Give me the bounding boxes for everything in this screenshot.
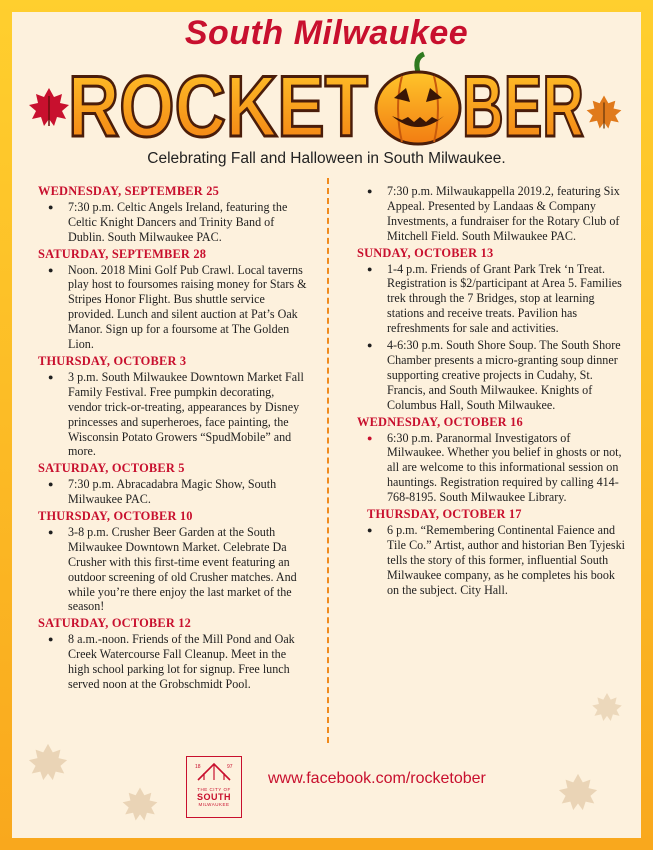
logo-line2: SOUTH [197, 792, 231, 802]
event-text: 7:30 p.m. Abracadabra Magic Show, South Milwaukee PAC. [68, 477, 277, 507]
event-entry [38, 525, 308, 614]
day-section [38, 616, 308, 692]
event-entry [357, 184, 627, 244]
bullet-icon: ● [367, 524, 373, 535]
event-entry [38, 477, 308, 507]
day-heading: SUNDAY, OCTOBER 13 [357, 245, 494, 260]
facebook-link[interactable]: www.facebook.com/rocketober [268, 770, 486, 787]
column-divider [327, 178, 329, 743]
day-section [357, 184, 627, 244]
event-entry [38, 370, 308, 459]
event-text: Noon. 2018 Mini Golf Pub Crawl. Local taverns play host to foursomes raising money for Stars & Stripes Honor Flight. Bus shuttle service provided. Lunch and silent auction at Pat’s Oak Manor. Sign up for a foursome at The Golden Lion. [68, 262, 307, 352]
tagline: Celebrating Fall and Halloween in South Milwaukee. [147, 150, 506, 167]
day-heading: WEDNESDAY, SEPTEMBER 25 [38, 184, 219, 198]
event-text: 8 a.m.-noon. Friends of the Mill Pond and Oak Creek Watercourse Fall Cleanup. Meet in the high school parking lot for signup. Free lunch served noon at the Grobschmidt Pool. [68, 632, 295, 691]
event-text: 6:30 p.m. Paranormal Investigators of Milwaukee. Whether you belief in ghosts or not, all are welcome to this informational session on hauntings. Registration required by calling 414-768-8195. South Milwaukee Library. [387, 430, 622, 505]
day-section [38, 184, 308, 245]
bridge-icon [194, 760, 234, 782]
rocketober-wordmark [66, 56, 586, 155]
autumn-leaf-icon [26, 84, 72, 130]
logo-line1: THE CITY OF [197, 787, 231, 792]
day-heading: WEDNESDAY, OCTOBER 16 [357, 414, 523, 429]
event-entry [38, 263, 308, 352]
bullet-icon: ● [367, 263, 373, 274]
day-section [38, 354, 308, 459]
bullet-icon: ● [48, 201, 54, 212]
bullet-icon: ● [367, 340, 373, 351]
event-entry [38, 632, 308, 692]
bullet-icon: ● [48, 479, 54, 490]
event-entry [357, 338, 627, 413]
city-logo [186, 756, 242, 818]
event-entry [357, 523, 627, 598]
bullet-icon: ● [48, 371, 54, 382]
logo-line3: MILWAUKEE [198, 802, 230, 807]
day-section [38, 461, 308, 507]
day-section [357, 415, 627, 505]
day-section [357, 507, 627, 597]
bullet-icon: ● [48, 264, 54, 275]
left-column [38, 184, 308, 694]
event-entry [357, 262, 627, 337]
logo-year-right: 97 [227, 764, 233, 770]
event-entry [38, 200, 308, 245]
header-subtitle: South Milwaukee [184, 14, 469, 52]
jack-o-lantern-icon [376, 54, 460, 144]
autumn-leaf-icon [26, 740, 70, 784]
day-heading: THURSDAY, OCTOBER 10 [38, 509, 193, 524]
event-text: 3-8 p.m. Crusher Beer Garden at the South Milwaukee Downtown Market. Celebrate Da Crusher with this first-time event featuring an outdoor screening of old Crusher matches. And while you’re there enjoy the last market of the season! [68, 524, 297, 614]
wordmark-rocket: ROCKET [68, 59, 368, 155]
event-entry [357, 431, 627, 506]
day-heading: SATURDAY, OCTOBER 12 [38, 616, 192, 631]
wordmark-ber: BER [462, 59, 584, 155]
autumn-leaf-icon [120, 784, 160, 824]
bullet-icon: ● [367, 186, 373, 196]
bullet-icon: ● [48, 634, 54, 645]
event-text: 7:30 p.m. Milwaukappella 2019.2, featuring Six Appeal. Presented by Landaas & Company Investments, a fundraiser for the Rotary Club of Mitchell Field. South Milwaukee PAC. [387, 184, 620, 243]
logo-year-left: 18 [195, 764, 201, 770]
day-heading: SATURDAY, SEPTEMBER 28 [38, 246, 207, 261]
autumn-leaf-icon [590, 690, 624, 724]
event-text: 4-6:30 p.m. South Shore Soup. The South Shore Chamber presents a micro-granting soup dinner supporting creative projects in Cudahy, St. Francis, and South Milwaukee. Knights of Columbus Hall, South Milwaukee. [387, 338, 621, 412]
event-text: 1-4 p.m. Friends of Grant Park Trek ‘n Treat. Registration is $2/participant at Area 5. Families trek through the 7 Bridges, stop at learning stations and receive treats. Pavilion has refreshments for sale and activities. [387, 261, 622, 336]
day-section [38, 509, 308, 614]
day-heading: THURSDAY, OCTOBER 3 [38, 353, 187, 368]
autumn-leaf-icon [584, 92, 624, 132]
bullet-icon: ● [48, 526, 54, 537]
autumn-leaf-icon [556, 770, 600, 814]
event-text: 6 p.m. “Remembering Continental Faience and Tile Co.” Artist, author and historian Ben Tyjeski tells the story of this former, influential South Milwaukee company, as he completes his book on the subject. City Hall. [387, 522, 625, 597]
day-heading: SATURDAY, OCTOBER 5 [38, 461, 185, 476]
day-heading: THURSDAY, OCTOBER 17 [367, 507, 522, 522]
day-section [38, 247, 308, 352]
right-column [357, 184, 627, 599]
bullet-icon: ● [367, 432, 373, 443]
day-section [357, 246, 627, 413]
event-text: 3 p.m. South Milwaukee Downtown Market Fall Family Festival. Free pumpkin decorating, vendor trick-or-treating, appearances by Disney princesses and superheroes, face painting, the Wisconsin Potato Growers “SpudMobile” and more. [68, 369, 304, 459]
event-text: 7:30 p.m. Celtic Angels Ireland, featuring the Celtic Knight Dancers and Trinity Band of Dublin. South Milwaukee PAC. [68, 199, 288, 244]
